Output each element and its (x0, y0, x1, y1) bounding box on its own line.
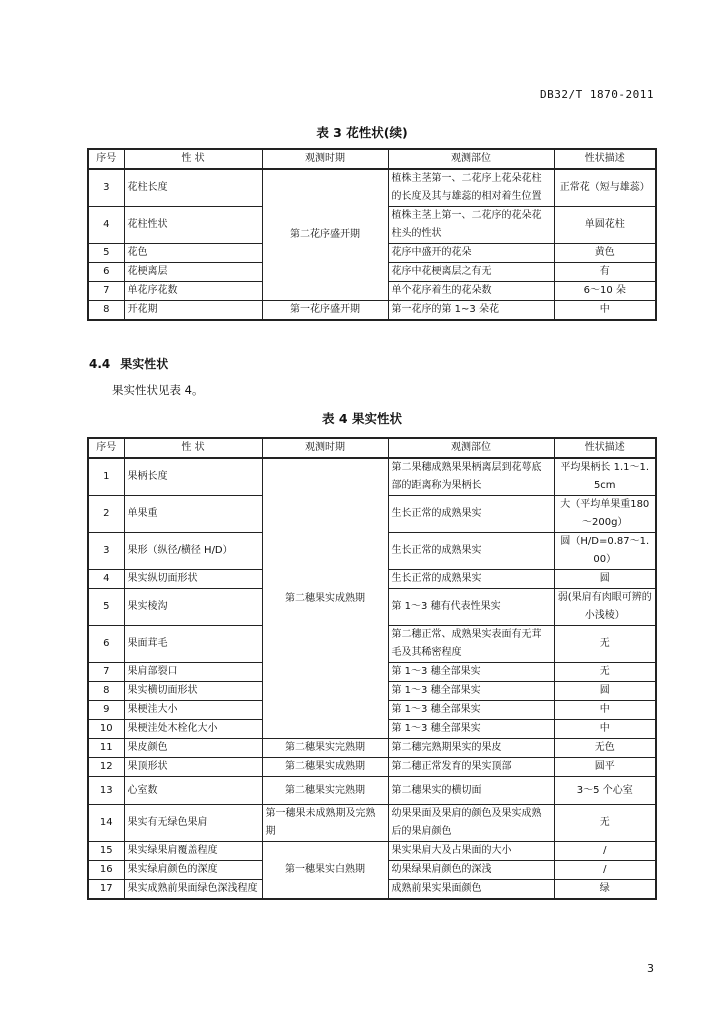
trait-cell: 果实绿果肩覆盖程度 (124, 842, 262, 861)
site-cell: 第二穗完熟期果实的果皮 (388, 739, 554, 758)
row-number: 2 (88, 496, 124, 533)
trait-cell: 果顶形状 (124, 758, 262, 777)
site-cell: 第二穗正常发育的果实顶部 (388, 758, 554, 777)
row-number: 4 (88, 207, 124, 244)
table4 (87, 437, 657, 900)
column-header: 序号 (88, 438, 124, 458)
description-cell: 圆平 (554, 758, 656, 777)
row-number: 10 (88, 720, 124, 739)
site-cell: 成熟前果实果面颜色 (388, 880, 554, 900)
trait-cell: 花色 (124, 244, 262, 263)
trait-cell: 单花序花数 (124, 282, 262, 301)
table-row (88, 842, 656, 861)
column-header: 性 状 (124, 438, 262, 458)
trait-cell: 心室数 (124, 777, 262, 805)
table-row (88, 777, 656, 805)
row-number: 8 (88, 682, 124, 701)
description-cell: 有 (554, 263, 656, 282)
row-number: 5 (88, 589, 124, 626)
row-number: 3 (88, 169, 124, 207)
description-cell: / (554, 842, 656, 861)
table3-header-row (88, 149, 656, 169)
description-cell: 6～10 朵 (554, 282, 656, 301)
site-cell: 第一花序的第 1~3 朵花 (388, 301, 554, 321)
site-cell: 植株主茎上第一、二花序的花朵花柱头的性状 (388, 207, 554, 244)
row-number: 5 (88, 244, 124, 263)
description-cell: 大（平均单果重180～200g） (554, 496, 656, 533)
description-cell: / (554, 861, 656, 880)
section-title: 果实性状 (120, 357, 169, 371)
trait-cell: 花柱性状 (124, 207, 262, 244)
description-cell: 黄色 (554, 244, 656, 263)
site-cell: 果实果肩大及占果面的大小 (388, 842, 554, 861)
description-cell: 单圆花柱 (554, 207, 656, 244)
standard-code: DB32/T 1870-2011 (540, 88, 654, 101)
site-cell: 第 1～3 穗全部果实 (388, 720, 554, 739)
trait-cell: 果实纵切面形状 (124, 570, 262, 589)
description-cell: 无 (554, 805, 656, 842)
period-cell: 第一穗果未成熟期及完熟期 (262, 805, 388, 842)
row-number: 1 (88, 458, 124, 496)
column-header: 序号 (88, 149, 124, 169)
table-row (88, 805, 656, 842)
description-cell: 圆 (554, 570, 656, 589)
site-cell: 第二穗果实的横切面 (388, 777, 554, 805)
site-cell: 第 1～3 穗有代表性果实 (388, 589, 554, 626)
row-number: 11 (88, 739, 124, 758)
description-cell: 无色 (554, 739, 656, 758)
period-cell: 第二穗果实完熟期 (262, 777, 388, 805)
description-cell: 绿 (554, 880, 656, 900)
period-cell: 第二穗果实完熟期 (262, 739, 388, 758)
table3-caption: 表 3 花性状(续) (316, 125, 408, 140)
description-cell: 正常花（短与雄蕊） (554, 169, 656, 207)
column-header: 观测部位 (388, 438, 554, 458)
trait-cell: 开花期 (124, 301, 262, 321)
row-number: 14 (88, 805, 124, 842)
row-number: 9 (88, 701, 124, 720)
column-header: 观测时期 (262, 438, 388, 458)
site-cell: 第二果穗成熟果果柄离层到花萼底部的距离称为果柄长 (388, 458, 554, 496)
description-cell: 平均果柄长 1.1～1.5cm (554, 458, 656, 496)
row-number: 17 (88, 880, 124, 900)
period-cell: 第一花序盛开期 (262, 301, 388, 321)
site-cell: 第 1～3 穗全部果实 (388, 701, 554, 720)
column-header: 观测时期 (262, 149, 388, 169)
description-cell: 圆 (554, 682, 656, 701)
period-cell: 第一穗果实白熟期 (262, 842, 388, 900)
site-cell: 幼果果面及果肩的颜色及果实成熟后的果肩颜色 (388, 805, 554, 842)
row-number: 13 (88, 777, 124, 805)
description-cell: 弱(果肩有肉眼可辨的小浅棱） (554, 589, 656, 626)
description-cell: 3～5 个心室 (554, 777, 656, 805)
section-heading (89, 355, 178, 372)
trait-cell: 果形（纵径/横径 H/D） (124, 533, 262, 570)
period-cell: 第二穗果实成熟期 (262, 458, 388, 739)
period-cell: 第二花序盛开期 (262, 169, 388, 301)
section-text: 果实性状见表 4。 (112, 383, 204, 397)
column-header: 性状描述 (554, 149, 656, 169)
trait-cell: 果实成熟前果面绿色深浅程度 (124, 880, 262, 900)
row-number: 3 (88, 533, 124, 570)
table3 (87, 148, 657, 321)
site-cell: 单个花序着生的花朵数 (388, 282, 554, 301)
trait-cell: 果皮颜色 (124, 739, 262, 758)
table-row (88, 169, 656, 207)
site-cell: 第 1～3 穗全部果实 (388, 682, 554, 701)
site-cell: 第二穗正常、成熟果实表面有无茸毛及其稀密程度 (388, 626, 554, 663)
trait-cell: 果面茸毛 (124, 626, 262, 663)
trait-cell: 果肩部裂口 (124, 663, 262, 682)
trait-cell: 花柱长度 (124, 169, 262, 207)
page-number: 3 (647, 962, 654, 975)
row-number: 8 (88, 301, 124, 321)
site-cell: 花序中花梗离层之有无 (388, 263, 554, 282)
row-number: 6 (88, 263, 124, 282)
description-cell: 无 (554, 663, 656, 682)
site-cell: 生长正常的成熟果实 (388, 570, 554, 589)
table-row (88, 758, 656, 777)
site-cell: 第 1～3 穗全部果实 (388, 663, 554, 682)
table4-header-row (88, 438, 656, 458)
site-cell: 植株主茎第一、二花序上花朵花柱的长度及其与雄蕊的相对着生位置 (388, 169, 554, 207)
trait-cell: 果实有无绿色果肩 (124, 805, 262, 842)
column-header: 性 状 (124, 149, 262, 169)
period-cell: 第二穗果实成熟期 (262, 758, 388, 777)
trait-cell: 果梗洼大小 (124, 701, 262, 720)
table-row (88, 301, 656, 321)
row-number: 16 (88, 861, 124, 880)
row-number: 15 (88, 842, 124, 861)
site-cell: 生长正常的成熟果实 (388, 496, 554, 533)
description-cell: 圆（H/D=0.87～1.00） (554, 533, 656, 570)
row-number: 6 (88, 626, 124, 663)
site-cell: 生长正常的成熟果实 (388, 533, 554, 570)
row-number: 12 (88, 758, 124, 777)
column-header: 性状描述 (554, 438, 656, 458)
row-number: 7 (88, 663, 124, 682)
row-number: 7 (88, 282, 124, 301)
trait-cell: 果实棱沟 (124, 589, 262, 626)
table4-caption: 表 4 果实性状 (322, 411, 402, 426)
trait-cell: 果实绿肩颜色的深度 (124, 861, 262, 880)
column-header: 观测部位 (388, 149, 554, 169)
trait-cell: 单果重 (124, 496, 262, 533)
section-number: 4.4 (89, 357, 111, 371)
site-cell: 花序中盛开的花朵 (388, 244, 554, 263)
trait-cell: 花梗离层 (124, 263, 262, 282)
description-cell: 中 (554, 701, 656, 720)
description-cell: 中 (554, 301, 656, 321)
trait-cell: 果梗洼处木栓化大小 (124, 720, 262, 739)
row-number: 4 (88, 570, 124, 589)
table-row (88, 739, 656, 758)
description-cell: 中 (554, 720, 656, 739)
trait-cell: 果实横切面形状 (124, 682, 262, 701)
site-cell: 幼果绿果肩颜色的深浅 (388, 861, 554, 880)
description-cell: 无 (554, 626, 656, 663)
trait-cell: 果柄长度 (124, 458, 262, 496)
table-row (88, 458, 656, 496)
